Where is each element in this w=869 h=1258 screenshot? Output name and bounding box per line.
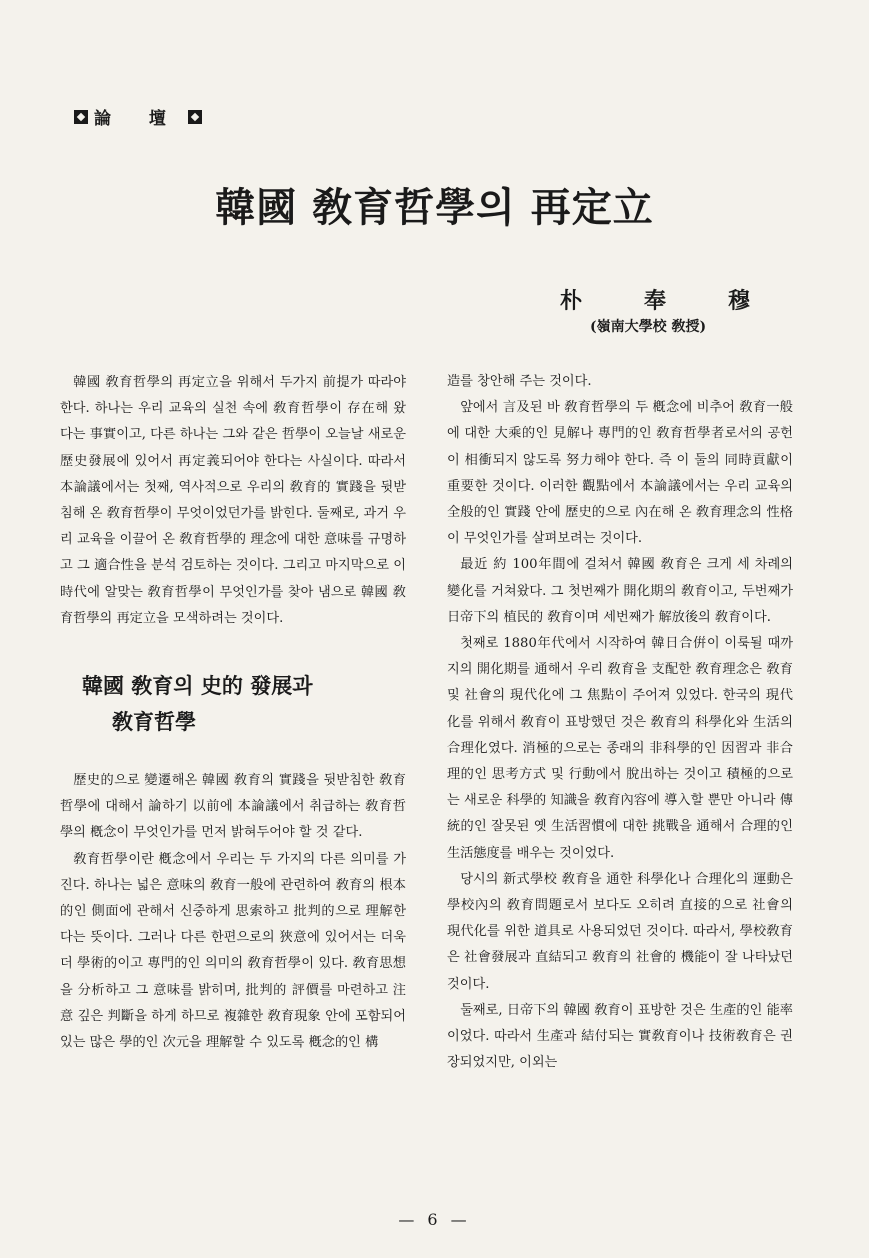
intro-paragraph: 韓國 敎育哲學의 再定立을 위해서 두가지 前提가 따라야 한다. 하나는 우리 교육의 실천 속에 敎育哲學이 存在해 왔다는 事實이고, 다른 하나는 그와 같은 哲學이 오늘날 새로운 歷史發展에 있어서 再定義되어야 한다는 사실이다. 따라서 本論議에서는 첫째, 역사적으로 우리의 敎育的 實踐을 뒷받침해 온 敎育哲學이 무엇이었던가를 밝힌다. 둘째로, 과거 우리 교육을 이끌어 온 敎育哲學的 理念에 대한 意味를 규명하고 그 適合性을 분석 검토하는 것이다. 그리고 마지막으로 이 時代에 알맞는 敎育哲學이 무엇인가를 찾아 냄으로 韓國 敎育哲學의 再定立을 모색하려는 것이다. bbox=[60, 375, 406, 626]
paragraph: 앞에서 言及된 바 敎育哲學의 두 槪念에 비추어 敎育一般에 대한 大乘的인 見解나 專門的인 敎育哲學者로서의 공헌이 相衝되지 않도록 努力해야 한다. 즉 이 둘의 同時貢獻이 重要한 것이다. 이러한 觀點에서 本論議에서는 우리 교육의 全般的인 實踐 안에 歷史的으로 內在해 온 敎育理念의 性格이 무엇인가를 살펴보려는 것이다. bbox=[447, 400, 793, 547]
left-column bbox=[60, 370, 406, 1056]
diamond-box-icon bbox=[188, 110, 202, 124]
paragraph: 歷史的으로 變遷해온 韓國 敎育의 實踐을 뒷받침한 敎育哲學에 대해서 論하기 以前에 本論議에서 취급하는 敎育哲學의 槪念이 무엇인가를 먼저 밝혀두어야 할 것 같다. bbox=[60, 773, 406, 841]
author-affiliation: (嶺南大學校 敎授) bbox=[590, 319, 707, 335]
paragraph: 첫째로 1880年代에서 시작하여 韓日合倂이 이룩될 때까지의 開化期를 通해서 우리 敎育을 支配한 敎育理念은 敎育 및 社會의 現代化에 그 焦點이 주어져 있었다. 한국의 現代化를 위해서 敎育이 표방했던 것은 敎育의 科學化와 生活의 合理化였다. 消極的으로는 종래의 非科學的인 因習과 非合理的인 思考方式 및 行動에서 脫出하는 것이고 積極的으로는 새로운 科學的 知識을 敎育內容에 導入할 뿐만 아니라 傳統的인 잘못된 옛 生活習慣에 대한 挑戰을 通해서 合理的인 生活態度를 배우는 것이었다. bbox=[447, 636, 793, 861]
author-char: 穆 bbox=[727, 288, 750, 314]
article-title: 韓國 敎育哲學의 再定立 bbox=[215, 184, 654, 231]
author-name bbox=[560, 284, 750, 315]
paragraph: 敎育哲學이란 槪念에서 우리는 두 가지의 다른 의미를 가진다. 하나는 넓은 意味의 敎育一般에 관련하여 敎育의 根本的인 側面에 관해서 신중하게 思索하고 批判的으로 理解한다는 뜻이다. 그러나 다른 한편으로의 狹意에 있어서는 더욱 더 學術的이고 專門的인 의미의 敎育哲學이 있다. 敎育思想을 分析하고 그 意味를 밝히며, 批判的 評價를 마련하고 注意 깊은 判斷을 하게 하므로 複雜한 敎育現象 안에 포함되어 있는 많은 學的인 次元을 理解할 수 있도록 槪念的인 構 bbox=[60, 851, 406, 1051]
right-column bbox=[447, 369, 793, 1076]
paragraph: 最近 約 100年間에 걸쳐서 韓國 敎育은 크게 세 차례의 變化를 거쳐왔다. 그 첫번째가 開化期의 敎育이고, 두번째가 日帝下의 植民的 敎育이며 세번째가 解放後의 敎育이다. bbox=[447, 557, 793, 625]
diamond-box-icon bbox=[74, 110, 88, 124]
paragraph: 造를 창안해 주는 것이다. bbox=[447, 374, 592, 389]
paragraph: 둘째로, 日帝下의 韓國 敎育이 표방한 것은 生產的인 能率이었다. 따라서 生產과 結付되는 實敎育이나 技術敎育은 권장되었지만, 이외는 bbox=[447, 1002, 793, 1071]
author-char: 奉 bbox=[643, 288, 666, 314]
section-tag bbox=[74, 104, 202, 129]
paragraph: 당시의 新式學校 敎育을 通한 科學化나 合理化의 運動은 學校內의 敎育問題로서 보다도 오히려 直接的으로 社會의 現代化를 위한 道具로 사용되었던 것이다. 따라서, 學校敎育은 社會發展과 直結되고 敎育의 社會的 機能이 잘 나타났던 것이다. bbox=[447, 871, 793, 992]
heading-line: 韓國 敎育의 史的 發展과 bbox=[82, 673, 313, 699]
section-label: 論 壇 bbox=[94, 109, 182, 129]
heading-line: 敎育哲學 bbox=[112, 709, 196, 735]
author-char: 朴 bbox=[560, 288, 583, 314]
section-heading bbox=[82, 668, 406, 740]
page-number: — 6 — bbox=[398, 1210, 471, 1229]
